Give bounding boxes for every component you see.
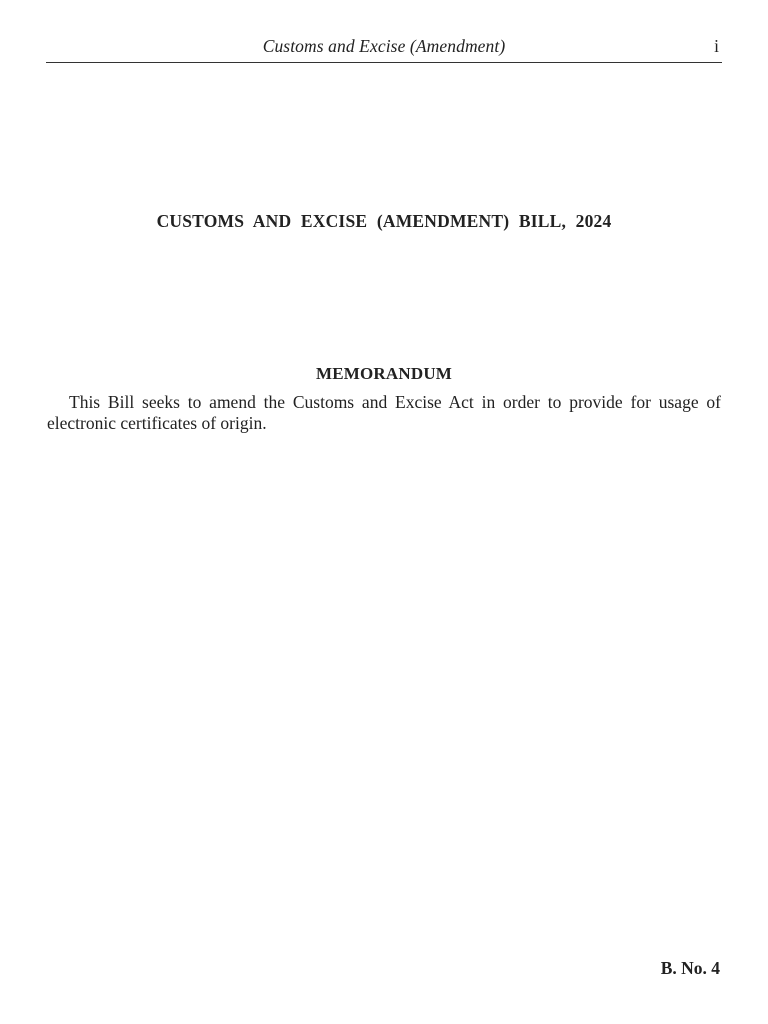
running-title: Customs and Excise (Amendment): [262, 36, 506, 56]
memorandum-body: This Bill seeks to amend the Customs and Excise Act in order to provide for usage of electronic certificates of origin.: [47, 392, 721, 433]
header-rule: [46, 62, 722, 63]
memorandum-heading: MEMORANDUM: [315, 364, 453, 383]
bill-title: CUSTOMS AND EXCISE (AMENDMENT) BILL, 2024: [156, 211, 612, 231]
bill-number: B. No. 4: [660, 958, 720, 978]
page-number: i: [714, 36, 719, 56]
running-header: [46, 34, 722, 62]
